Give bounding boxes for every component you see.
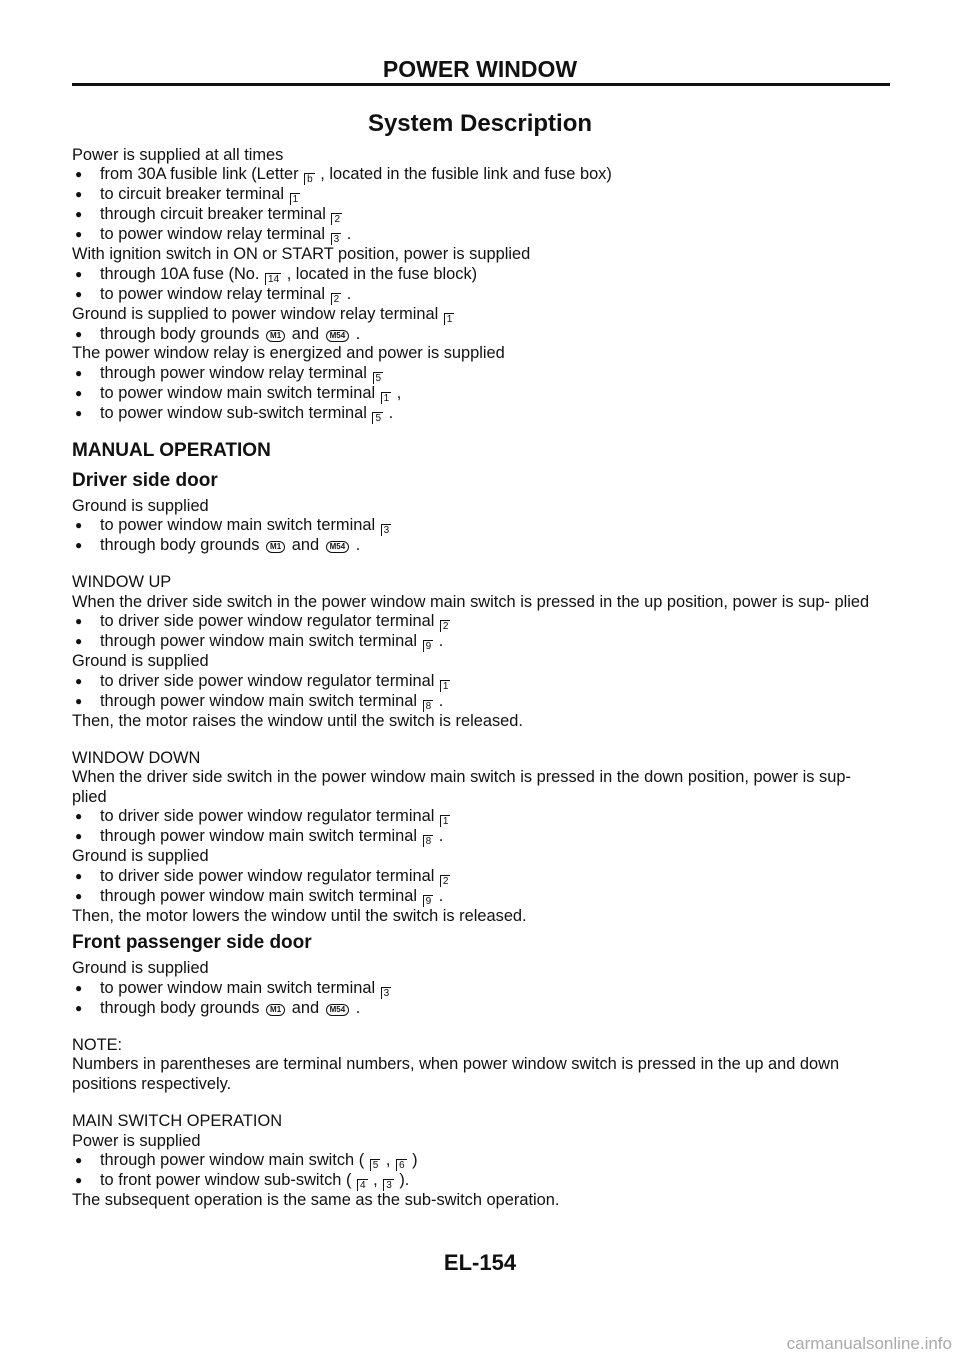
bullet-item: ● to power window relay terminal 3 . (72, 225, 890, 245)
terminal-number-icon: b (304, 173, 315, 185)
terminal-number-icon: 5 (372, 412, 383, 424)
terminal-number-icon: 3 (381, 987, 392, 999)
terminal-number-icon: 14 (265, 273, 281, 285)
terminal-number-icon: 9 (423, 895, 434, 907)
bullet-item: ● through power window main switch ( 5 , 6 ) (72, 1151, 890, 1171)
text-line: The subsequent operation is the same as the sub-switch operation. (72, 1190, 560, 1209)
bullet-item: ● through power window main switch terminal 8 . (72, 692, 890, 712)
text-line: NOTE: (72, 1035, 123, 1054)
text-line: Ground is supplied to power window relay terminal 1 (72, 304, 453, 325)
bullet-item: ● from 30A fusible link (Letter b , located in the fusible link and fuse box) (72, 165, 890, 185)
bullet-item: ● to driver side power window regulator terminal 1 (72, 672, 890, 692)
text-line: Then, the motor lowers the window until the switch is released. (72, 906, 527, 925)
bullet-item: ● through power window main switch terminal 8 . (72, 827, 890, 847)
text-line: WINDOW DOWN (72, 749, 201, 768)
text-line: Numbers in parentheses are terminal numbers, when power window switch is pressed in the up and down positions respectively. (72, 1055, 840, 1093)
bullet-item: ● to driver side power window regulator terminal 1 (72, 807, 890, 827)
terminal-number-icon: 2 (440, 875, 451, 887)
text-line: When the driver side switch in the power window main switch is pressed in the down position, power is sup- plied (72, 768, 851, 806)
subsection-heading: Driver side door (72, 469, 218, 491)
ground-point-icon: M1 (266, 1004, 285, 1016)
bullet-item: ● to power window main switch terminal 3 (72, 516, 890, 536)
header-title: POWER WINDOW (382, 56, 578, 82)
ground-point-icon: M1 (266, 541, 285, 553)
ground-point-icon: M54 (326, 541, 350, 553)
paragraph-gap (72, 731, 890, 749)
subsection-heading: Front passenger side door (72, 932, 312, 954)
terminal-number-icon: 2 (440, 620, 451, 632)
document-body (72, 146, 890, 1210)
header-rule (72, 83, 890, 86)
bullet-item: ● through circuit breaker terminal 2 (72, 205, 890, 225)
paragraph-gap (72, 555, 890, 573)
bullet-item: ● to circuit breaker terminal 1 (72, 185, 890, 205)
paragraph-gap (72, 1018, 890, 1036)
bullet-item: ● through body grounds M1 and M54 . (72, 325, 890, 344)
terminal-number-icon: 1 (381, 392, 392, 404)
text-line: Ground is supplied (72, 959, 209, 978)
terminal-number-icon: 8 (423, 835, 434, 847)
bullet-item: ● through power window main switch terminal 9 . (72, 632, 890, 652)
text-line: Then, the motor raises the window until the switch is released. (72, 711, 523, 730)
terminal-number-icon: 5 (370, 1159, 381, 1171)
paragraph-gap (72, 1094, 890, 1112)
watermark: carmanualsonline.info (786, 1334, 952, 1353)
terminal-number-icon: 3 (381, 524, 392, 536)
terminal-number-icon: 3 (331, 233, 342, 245)
bullet-item: ● to power window main switch terminal 1 , (72, 384, 890, 404)
terminal-number-icon: 2 (331, 293, 342, 305)
ground-point-icon: M54 (326, 330, 350, 342)
ground-point-icon: M54 (326, 1004, 350, 1016)
page-number: EL-154 (443, 1250, 517, 1275)
section-title: System Description (367, 110, 593, 137)
terminal-number-icon: 1 (440, 680, 451, 692)
text-line: Ground is supplied (72, 496, 209, 515)
text-line: Ground is supplied (72, 652, 209, 671)
ground-point-icon: M1 (266, 330, 285, 342)
text-line: Power is supplied (72, 1131, 201, 1150)
subsection-heading: MANUAL OPERATION (72, 439, 271, 461)
bullet-item: ● through body grounds M1 and M54 . (72, 536, 890, 555)
terminal-number-icon: 5 (373, 372, 384, 384)
bullet-item: ● to power window sub-switch terminal 5 . (72, 404, 890, 424)
bullet-item: ● to power window main switch terminal 3 (72, 979, 890, 999)
bullet-item: ● to power window relay terminal 2 . (72, 285, 890, 305)
bullet-item: ● to driver side power window regulator terminal 2 (72, 612, 890, 632)
terminal-number-icon: 2 (331, 213, 342, 225)
text-line: With ignition switch in ON or START position, power is supplied (72, 245, 531, 264)
bullet-item: ● through power window relay terminal 5 (72, 364, 890, 384)
text-line: WINDOW UP (72, 573, 172, 592)
text-line: Ground is supplied (72, 847, 209, 866)
terminal-number-icon: 4 (357, 1179, 368, 1191)
terminal-number-icon: 8 (423, 700, 434, 712)
bullet-item: ● through body grounds M1 and M54 . (72, 999, 890, 1018)
bullet-item: ● to front power window sub-switch ( 4 , 3 ). (72, 1171, 890, 1191)
bullet-item: ● to driver side power window regulator terminal 2 (72, 867, 890, 887)
bullet-item: ● through 10A fuse (No. 14 , located in the fuse block) (72, 265, 890, 285)
terminal-number-icon: 1 (444, 313, 455, 325)
text-line: The power window relay is energized and power is supplied (72, 344, 505, 363)
terminal-number-icon: 3 (383, 1179, 394, 1191)
terminal-number-icon: 9 (423, 640, 434, 652)
terminal-number-icon: 1 (440, 815, 451, 827)
text-line: MAIN SWITCH OPERATION (72, 1112, 283, 1131)
text-line: When the driver side switch in the power window main switch is pressed in the up position, power is sup- plied (72, 592, 870, 611)
terminal-number-icon: 6 (396, 1159, 407, 1171)
text-line: Power is supplied at all times (72, 146, 284, 164)
bullet-item: ● through power window main switch terminal 9 . (72, 887, 890, 907)
terminal-number-icon: 1 (290, 193, 301, 205)
